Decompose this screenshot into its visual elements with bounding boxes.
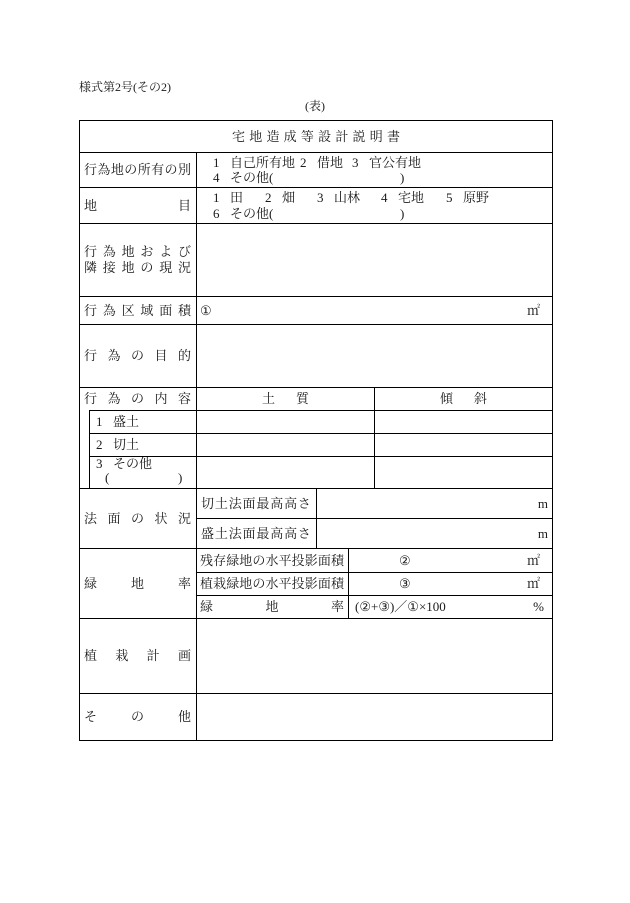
label-char: 他 [177, 709, 191, 724]
planting-plan-label-cell [79, 618, 196, 693]
design-statement-table [79, 120, 553, 741]
purpose-label-cell [79, 324, 196, 387]
option-label: 借地 [317, 155, 344, 170]
label-char: 為 [102, 302, 116, 318]
current-state-label-cell [79, 223, 196, 296]
label-char: 高 [284, 525, 298, 541]
option-label: 山林 [334, 190, 361, 205]
label-char: 投 [291, 552, 305, 568]
label-char: 植 [84, 648, 98, 663]
label-char: 状 [154, 510, 168, 526]
label-char: 的 [177, 348, 191, 363]
label-char: 法 [228, 525, 242, 541]
option-label: その他( [230, 170, 274, 185]
label-char: 所 [137, 162, 151, 177]
fill-soil-cell [196, 410, 374, 433]
paren-close: ) [400, 206, 405, 221]
label-char: の [252, 552, 266, 568]
label-char: 地 [130, 575, 144, 591]
label-char: さ [297, 495, 311, 511]
label-char: 面 [242, 495, 256, 511]
label-char: 為 [102, 244, 116, 259]
label-char: 水 [265, 576, 279, 591]
label-char: 栽 [115, 648, 129, 663]
cut-slope-height-value-cell [316, 488, 552, 518]
planting-plan-value-cell [196, 618, 552, 693]
land-category-label-cell [79, 187, 196, 223]
label-char: 行 [84, 391, 98, 406]
area-unit: ㎡ [526, 302, 540, 318]
label-char: 面 [242, 525, 256, 541]
label-char: 法 [228, 495, 242, 511]
label-char: 地 [110, 162, 124, 177]
other-soil-cell [196, 456, 374, 488]
label-char: そ [84, 709, 98, 724]
label-char: 平 [278, 576, 292, 591]
land-category-option [265, 190, 295, 206]
cut-slope-height-label [201, 496, 311, 512]
label-char: 最 [256, 495, 270, 511]
label-char: 率 [177, 575, 191, 591]
remaining-green-unit: ㎡ [526, 552, 540, 568]
label-char: 域 [140, 302, 154, 318]
option-number: 2 [265, 190, 272, 205]
label-char: 別 [177, 162, 191, 177]
label-char: 有 [151, 162, 165, 177]
label-char: び [177, 244, 191, 259]
label-char: 接 [102, 260, 116, 275]
item-label: 盛土 [113, 414, 140, 429]
label-char: 切 [201, 495, 215, 511]
item-number: 3 [96, 456, 103, 471]
other-label-cell [79, 693, 196, 740]
fill-slope-cell [374, 410, 552, 433]
item-label: 切土 [113, 437, 140, 452]
label-char: 内 [154, 391, 168, 406]
area-marker: ① [200, 302, 212, 318]
label-char: 土 [214, 525, 228, 541]
label-char: 地 [265, 599, 279, 614]
label-char: 高 [270, 495, 284, 511]
label-char: 傾 [440, 391, 454, 406]
cut-slope-height-label-cell [196, 488, 316, 518]
option-label: その他( [230, 206, 274, 221]
label-char: 高 [284, 495, 298, 511]
label-char: 投 [291, 576, 305, 591]
green-ratio-label-cell [79, 548, 196, 618]
label-char: 地 [239, 552, 253, 568]
paren-close: ) [400, 170, 405, 185]
label-char: 計 [146, 648, 160, 663]
ownership-value-cell [196, 152, 552, 187]
label-char: 地 [249, 128, 263, 144]
green-ratio-formula-value-cell [348, 595, 552, 618]
ownership-option [300, 155, 343, 171]
current-state-value-cell [196, 223, 552, 296]
land-category-option [213, 190, 243, 206]
label-char: 画 [177, 648, 191, 663]
label-char: 設 [318, 128, 332, 144]
area-label [84, 303, 191, 319]
label-char: 為 [107, 391, 121, 406]
option-number: 1 [213, 190, 220, 205]
option-number: 6 [213, 206, 220, 221]
label-char: の [140, 260, 154, 275]
purpose-value-cell [196, 324, 552, 387]
content-label-cell [79, 387, 196, 410]
label-char: 土 [214, 495, 228, 511]
planted-green-label [200, 576, 344, 592]
other-value-cell [196, 693, 552, 740]
label-char: 行 [84, 348, 98, 363]
label-char: 残 [200, 552, 214, 568]
option-number: 5 [446, 190, 453, 205]
form-title [232, 129, 400, 145]
label-char: 質 [295, 391, 309, 406]
item-label: その他 [113, 456, 153, 471]
label-char: の [130, 709, 144, 724]
purpose-label [84, 348, 191, 364]
label-char: 況 [177, 260, 191, 275]
label-char: 積 [330, 552, 344, 568]
option-number: 1 [213, 155, 220, 170]
area-value-cell [196, 296, 552, 324]
green-ratio-formula-label [200, 599, 344, 615]
cut-slope-cell [374, 433, 552, 456]
label-char: 盛 [201, 525, 215, 541]
label-char: 最 [256, 525, 270, 541]
option-number: 2 [300, 155, 307, 170]
ownership-option-other [213, 170, 273, 186]
fill-slope-height-label-cell [196, 518, 316, 548]
land-category-option [317, 190, 360, 206]
label-char: 地 [239, 576, 253, 591]
label-char: 積 [330, 576, 344, 591]
fill-slope-height-value-cell [316, 518, 552, 548]
current-state-label-line [84, 244, 191, 260]
label-char: よ [159, 244, 173, 259]
other-label [84, 709, 191, 725]
label-char: 平 [278, 552, 292, 568]
label-char: 行 [84, 162, 98, 177]
label-char: 為 [97, 162, 111, 177]
form-number: 様式第2号(その2) [79, 80, 171, 94]
slope-header-cell [374, 387, 552, 410]
option-label: 自己所有地 [230, 155, 296, 170]
option-label: 田 [230, 190, 244, 205]
label-char: 緑 [200, 599, 214, 614]
content-label [84, 391, 191, 407]
label-char: 等 [300, 128, 314, 144]
label-char: 斜 [473, 391, 487, 406]
label-char: 高 [270, 525, 284, 541]
soil-header [262, 391, 309, 407]
option-number: 3 [352, 155, 359, 170]
label-char: 成 [283, 128, 297, 144]
label-char: 書 [386, 128, 400, 144]
green-ratio-formula-label-cell [196, 595, 348, 618]
label-char: 計 [335, 128, 349, 144]
label-char: 面 [107, 510, 121, 526]
unit-meter: m [537, 525, 548, 541]
green-ratio-label [84, 576, 191, 592]
label-char: 隣 [84, 260, 98, 275]
planted-green-marker: ③ [399, 576, 411, 591]
area-label-cell [79, 296, 196, 324]
option-label: 官公有地 [369, 155, 422, 170]
remaining-green-marker: ② [399, 552, 411, 568]
current-state-label-line [84, 260, 191, 276]
content-indent-strip [79, 410, 89, 488]
item-number: 1 [96, 414, 103, 429]
label-char: お [140, 244, 154, 259]
label-char: 宅 [232, 128, 246, 144]
label-char: 行 [84, 302, 98, 318]
label-char: 緑 [84, 575, 98, 591]
fill-slope-height-label [201, 526, 311, 542]
remaining-green-label-cell [196, 548, 348, 572]
label-char: 目 [154, 348, 168, 363]
label-char: の [252, 576, 266, 591]
option-label: 宅地 [398, 190, 425, 205]
content-item-fill [89, 410, 196, 433]
soil-header-cell [196, 387, 374, 410]
label-char: 面 [159, 302, 173, 318]
side-label: (表) [305, 99, 325, 113]
planted-green-value-cell [348, 572, 552, 595]
label-char: 現 [159, 260, 173, 275]
remaining-green-label [200, 553, 344, 569]
label-char: 緑 [226, 552, 240, 568]
option-number: 4 [213, 170, 220, 185]
percent-unit: % [533, 599, 544, 614]
label-char: 地 [121, 260, 135, 275]
land-category-option-other [213, 206, 273, 222]
label-char: 土 [262, 391, 276, 406]
label-char: 植 [200, 576, 214, 591]
content-item-other-title [96, 457, 152, 471]
ownership-option [213, 155, 295, 171]
label-char: の [130, 510, 144, 526]
label-char: 栽 [213, 576, 227, 591]
option-label: 原野 [463, 190, 490, 205]
label-char: 容 [177, 391, 191, 406]
paren-open: ( [105, 470, 110, 485]
label-char: 影 [304, 576, 318, 591]
ownership-option [352, 155, 421, 171]
content-item-cut [89, 433, 196, 456]
label-char: の [130, 391, 144, 406]
paren-close: ) [178, 470, 183, 485]
label-char: さ [297, 525, 311, 541]
remaining-green-value-cell [348, 548, 552, 572]
option-number: 3 [317, 190, 324, 205]
label-char: 影 [304, 552, 318, 568]
ownership-label-cell [79, 152, 196, 187]
slope-header [440, 391, 487, 407]
label-char: 造 [266, 128, 280, 144]
label-char: 面 [317, 576, 331, 591]
ownership-label [84, 162, 191, 178]
label-char: 率 [330, 599, 344, 614]
option-number: 4 [381, 190, 388, 205]
label-char: の [164, 162, 178, 177]
label-char: 緑 [226, 576, 240, 591]
land-category-option [381, 190, 424, 206]
title-cell [79, 120, 552, 152]
green-ratio-formula: (②+③)／①×100 [355, 599, 446, 614]
unit-meter: m [537, 495, 548, 511]
land-category-option [446, 190, 489, 206]
planting-plan-label [84, 648, 191, 664]
label-char: 行 [84, 244, 98, 259]
label-char: 区 [121, 302, 135, 318]
label-char: 明 [369, 128, 383, 144]
land-category-value-cell [196, 187, 552, 223]
slope-condition-label [84, 511, 191, 527]
content-item-other [89, 456, 196, 488]
option-label: 畑 [282, 190, 296, 205]
label-char: の [130, 348, 144, 363]
land-category-label [84, 198, 191, 214]
label-char: 地 [84, 197, 98, 213]
label-char: 目 [177, 197, 191, 213]
item-number: 2 [96, 437, 103, 452]
label-char: 況 [177, 510, 191, 526]
label-char: 為 [107, 348, 121, 363]
label-char: 水 [265, 552, 279, 568]
label-char: 面 [317, 552, 331, 568]
cut-soil-cell [196, 433, 374, 456]
planted-green-unit: ㎡ [526, 576, 540, 591]
slope-condition-label-cell [79, 488, 196, 548]
label-char: の [124, 162, 138, 177]
label-char: 地 [121, 244, 135, 259]
planted-green-label-cell [196, 572, 348, 595]
label-char: 法 [84, 510, 98, 526]
label-char: 積 [177, 302, 191, 318]
other-slope-cell [374, 456, 552, 488]
label-char: 説 [352, 128, 366, 144]
label-char: 存 [213, 552, 227, 568]
